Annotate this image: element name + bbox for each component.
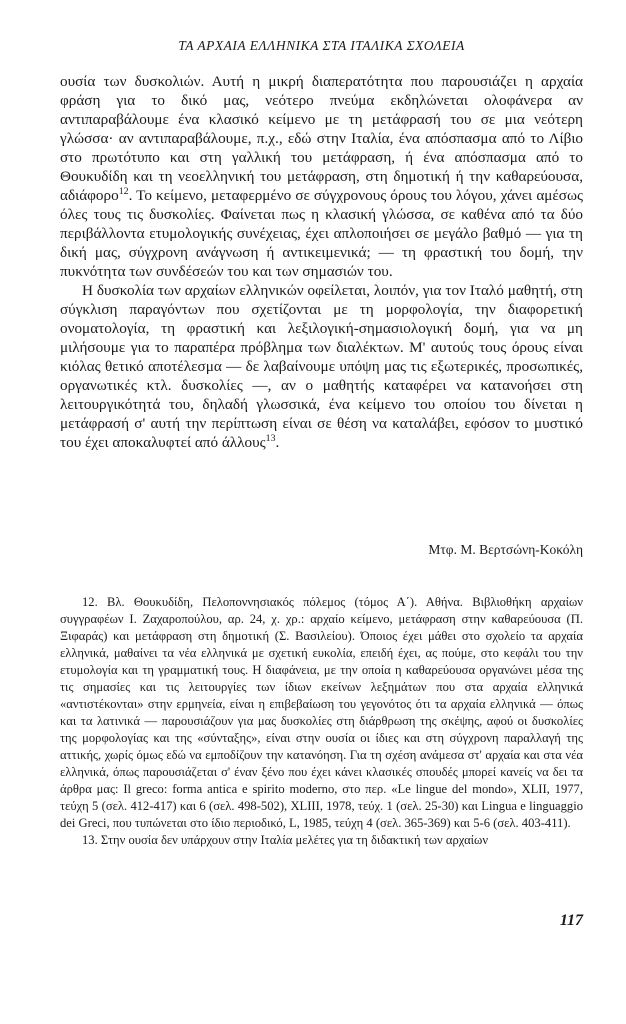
paragraph-2-text: Η δυσκολία των αρχαίων ελληνικών οφείλεται, λοιπόν, για τον Ιταλό μαθητή, στη σύγκλιση παραγόντων που σχετίζονται με τη μορφολογία, την διαφορετική ονοματολογία, τη φραστική και λεξιλογική-σημασιολογική δομή, για να μη μιλήσουμε για το παραπέρα πρόβλημα των διαλέκτων. Μ' αυτούς τους όρους είναι κιόλας θετικό αποτέλεσμα — δε λαβαίνουμε υπόψη μας τις εξωτερικές, προσωπικές, οργανωτικές κτλ. δυσκολίες —, αν ο μαθητής καταφέρει να κατανοήσει στη λειτουργικότητά του, δηλαδή γλωσσικά, ένα κείμενο του οποίου του δίνεται η μετάφρασή σ' αυτή την περίπτωση είναι σε θέση να καταλάβει, εφόσον το μυστικό του έχει αποκαλυφτεί από άλλους bbox=[60, 282, 583, 451]
footnote-ref-12: 12 bbox=[118, 185, 129, 197]
paragraph-1 bbox=[60, 72, 583, 281]
paragraph-1-text: ουσία των δυσκολιών. Αυτή η μικρή διαπερατότητα που παρουσιάζει η αρχαία φράση για το δικό μας, νεότερο πνεύμα εκδηλώνεται ολοφάνερα αν αντιπαραβάλουμε ένα κλασικό κείμενο με τη μετάφρασή του σε μια νεότερη γλώσσα· αν αντιπαραβάλουμε, π.χ., εδώ στην Ιταλία, ένα απόσπασμα από το Λίβιο στο πρωτότυπο και στη γαλλική του μετάφραση, ή ένα απόσπασμα από το Θουκυδίδη και τη νεοελληνική του μετάφραση, στη δημοτική ή την καθαρεύουσα, αδιάφορο bbox=[60, 73, 583, 204]
footnote-13: 13. Στην ουσία δεν υπάρχουν στην Ιταλία μελέτες για τη διδακτική των αρχαίων bbox=[82, 833, 489, 847]
footnote-ref-13: 13 bbox=[265, 432, 276, 444]
book-page bbox=[60, 0, 583, 1024]
footnote-12: 12. Βλ. Θουκυδίδη, Πελοποννησιακός πόλεμος (τόμος Α΄). Αθήνα. Βιβλιοθήκη αρχαίων συγγραφέων Ι. Ζαχαροπούλου, αρ. 24, χ. χρ.: αρχαίο κείμενο, μετάφραση στην καθαρεύουσα (Π. Ξιφαράς) και μετάφραση στη δημοτική (Σ. Βασιλείου). Όποιος έχει μάθει στο σχολείο τα αρχαία ελληνικά, μαθαίνει τα νέα ελληνικά με σχετική ευκολία, επειδή έχει, ας πούμε, στο κεφάλι του την ετυμολογία και τη γραμματική τους. Η διαφάνεια, με την οποία η καθαρεύουσα οργανώνει μέσα της τις σημασίες και τις λειτουργίες των ίδιων εκείνων λεξημάτων που στα αρχαία ελληνικά «αντιστέκονται» στην ερμηνεία, είναι η επιβεβαίωση του γεγονότος ότι τα αρχαία ελληνικά — όπως και τα λατινικά — παρουσιάζουν για μας δυσκολίες στη διάρθρωση της σκέψης, αφού οι δυσκολίες της μορφολογίας και της «σύνταξης», είναι στην ουσία οι ίδιες και στη σύγχρονη παραλλαγή της αττικής, χωρίς όμως εδώ να εμποδίζουν την κατανόηση. Για τη σχέση ανάμεσα στ' αρχαία και στα νέα ελληνικά, όπως παρουσιάζεται σ' έναν ξένο που έχει κάνει κλασικές σπουδές μπορεί κανείς να δει τα άρθρα μας: Il greco: forma antica e spirito moderno, στο περ. «Le lingue del mondo», XLII, 1977, τεύχη 5 (σελ. 412-417) και 6 (σελ. 498-502), XLIII, 1978, τεύχ. 1 (σελ. 25-30) και Lingua e linguaggio dei Greci, που τυπώνεται στο ίδιο περιοδικό, L, 1985, τεύχη 4 (σελ. 365-369) και 5-6 (σελ. 403-411). bbox=[60, 595, 583, 830]
paragraph-1-text-cont: . Το κείμενο, μεταφερμένο σε σύγχρονους όρους του λόγου, χάνει αμέσως όλες τους τις δυσκολίες. Φαίνεται πως η κλασική γλώσσα, σε καθένα από τα δύο περιβάλλοντα ετυμολογικής συνέχειας, έχει απλοποιήσει σε μεγάλο βαθμό — για τη δική μας, σύγχρονη ανάγνωση ή αντικειμενικά; — τη φραστική του δομή, την πυκνότητα των συνδέσεών του και των σημασιών του. bbox=[60, 187, 583, 280]
footnotes bbox=[60, 594, 583, 849]
running-head: ΤΑ ΑΡΧΑΙΑ ΕΛΛΗΝΙΚΑ ΣΤΑ ΙΤΑΛΙΚΑ ΣΧΟΛΕΙΑ bbox=[178, 38, 465, 53]
paragraph-2-end: . bbox=[275, 434, 280, 451]
main-text bbox=[60, 72, 583, 452]
paragraph-2 bbox=[60, 281, 583, 452]
page-number: 117 bbox=[559, 912, 583, 929]
translator-credit: Μτφ. Μ. Βερτσώνη-Κοκόλη bbox=[428, 542, 583, 557]
